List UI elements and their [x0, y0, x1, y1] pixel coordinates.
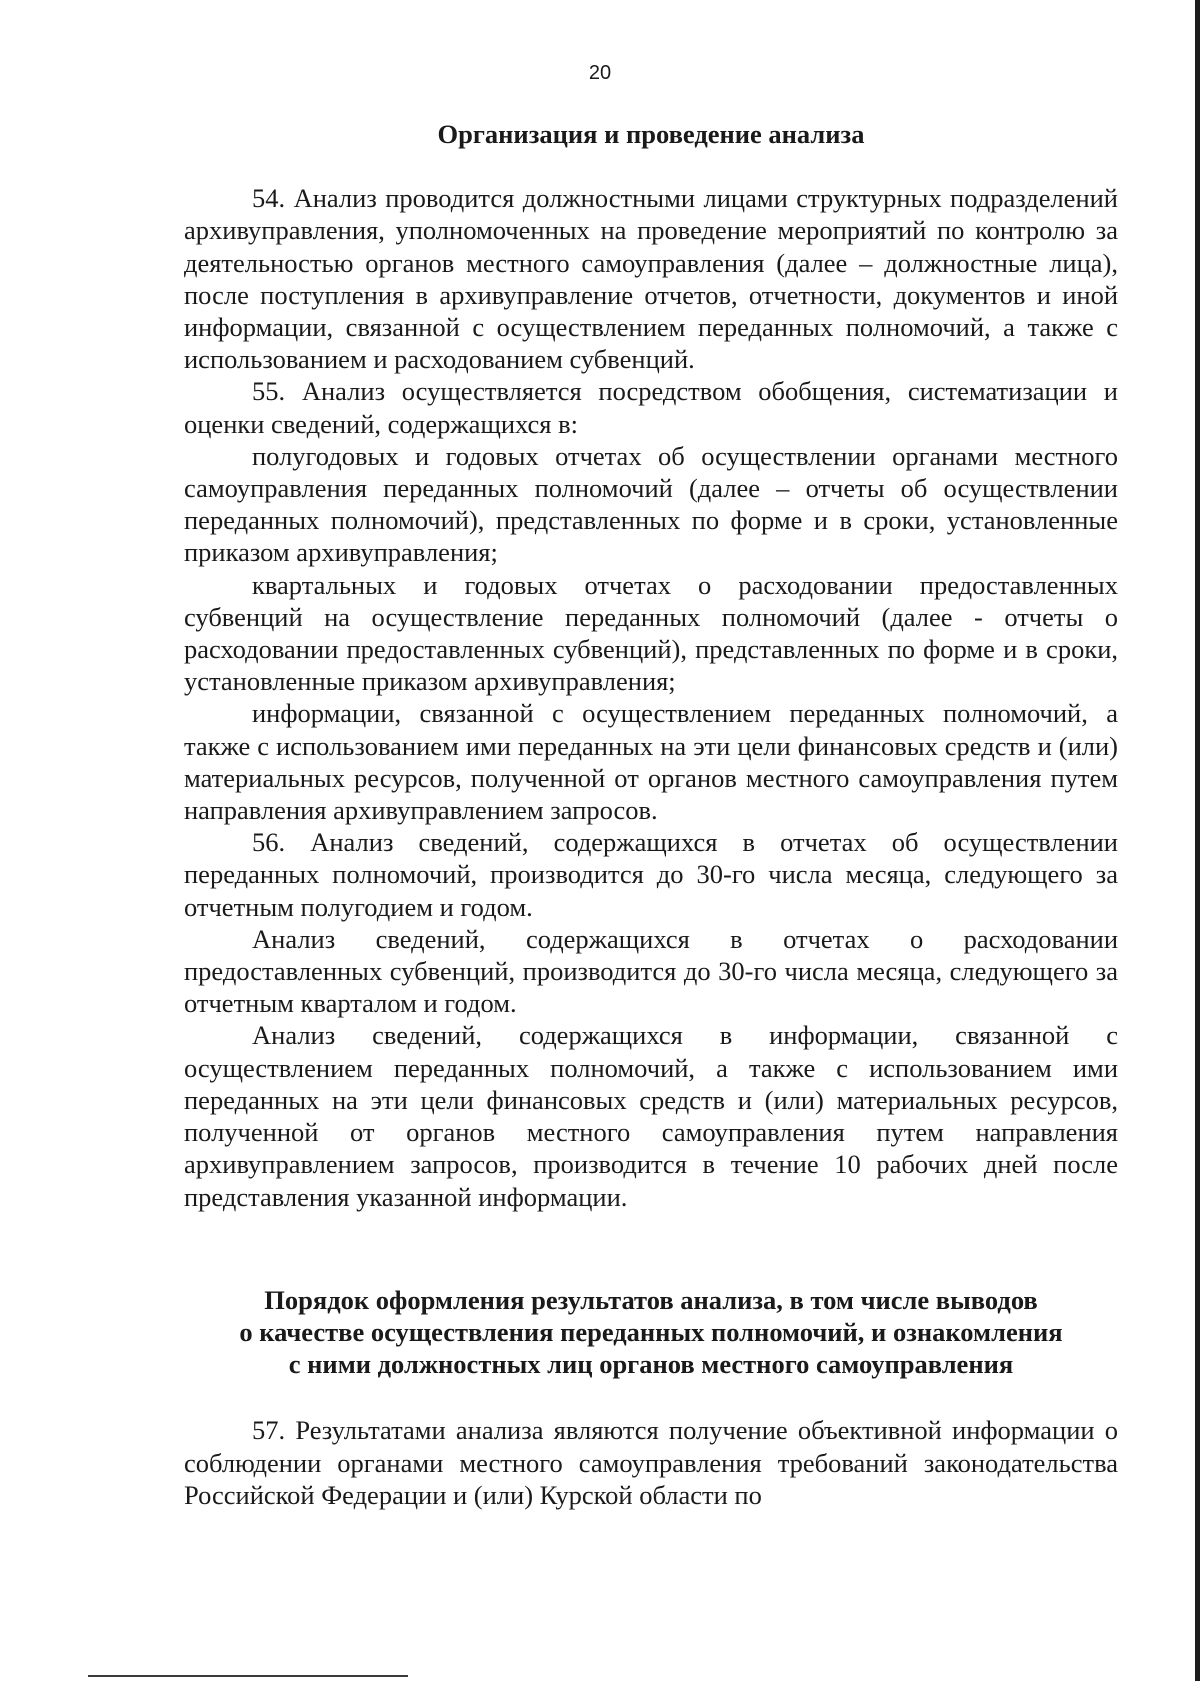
- page-number: 20: [588, 62, 612, 84]
- list-item-information: информации, связанной с осуществлением переданных полномочий, а также с использованием ими переданных на эти цели финансовых средств и (или) материальных ресурсов, полученной от органов местного самоуправления путем направления архивуправлением запросов.: [184, 698, 1118, 826]
- paragraph-56-information-analysis: Анализ сведений, содержащихся в информации, связанной с осуществлением переданных полномочий, а также с использованием ими переданных на эти цели финансовых средств и (или) материальных ресурсов, полученной от органов местного самоуправления путем направления архивуправлением запросов, производится в течение 10 рабочих дней после представления указанной информации.: [184, 1020, 1118, 1212]
- paragraph-55: 55. Анализ осуществляется посредством обобщения, систематизации и оценки сведений, содержащихся в:: [184, 376, 1118, 439]
- section-heading-results-procedure: [158, 1284, 1144, 1381]
- footer-rule: [88, 1675, 408, 1677]
- list-item-quarterly-reports: квартальных и годовых отчетах о расходовании предоставленных субвенций на осуществление переданных полномочий (далее - отчеты о расходовании предоставленных субвенций), представленных по форме и в сроки, установленные приказом архивуправления;: [184, 569, 1118, 697]
- heading-line: с ними должностных лиц органов местного самоуправления: [288, 1349, 1014, 1380]
- heading-line: Порядок оформления результатов анализа, в том числе выводов: [264, 1284, 1038, 1315]
- paragraph-57: 57. Результатами анализа являются получение объективной информации о соблюдении органами местного самоуправления требований законодательства Российской Федерации и (или) Курской области по: [184, 1415, 1118, 1510]
- list-item-semiannual-reports: полугодовых и годовых отчетах об осуществлении органами местного самоуправления переданных полномочий (далее – отчеты об осуществлении переданных полномочий), представленных по форме и в сроки, установленные приказом архивуправления;: [184, 440, 1118, 568]
- paragraph-54: 54. Анализ проводится должностными лицами структурных подразделений архивуправления, уполномоченных на проведение мероприятий по контролю за деятельностью органов местного самоуправления (далее – должностные лица), после поступления в архивуправление отчетов, отчетности, документов и иной информации, связанной с осуществлением переданных полномочий, а также с использованием и расходованием субвенций.: [184, 183, 1118, 375]
- scan-edge: [1195, 0, 1200, 1681]
- heading-line: о качестве осуществления переданных полномочий, и ознакомления: [239, 1316, 1063, 1347]
- paragraph-56: 56. Анализ сведений, содержащихся в отчетах об осуществлении переданных полномочий, производится до 30-го числа месяца, следующего за отчетным полугодием и годом.: [184, 827, 1118, 922]
- section-heading-analysis-organization: Организация и проведение анализа: [437, 119, 865, 149]
- document-body: [184, 118, 1118, 1511]
- paragraph-56-subvention-analysis: Анализ сведений, содержащихся в отчетах о расходовании предоставленных субвенций, производится до 30-го числа месяца, следующего за отчетным кварталом и годом.: [184, 923, 1118, 1019]
